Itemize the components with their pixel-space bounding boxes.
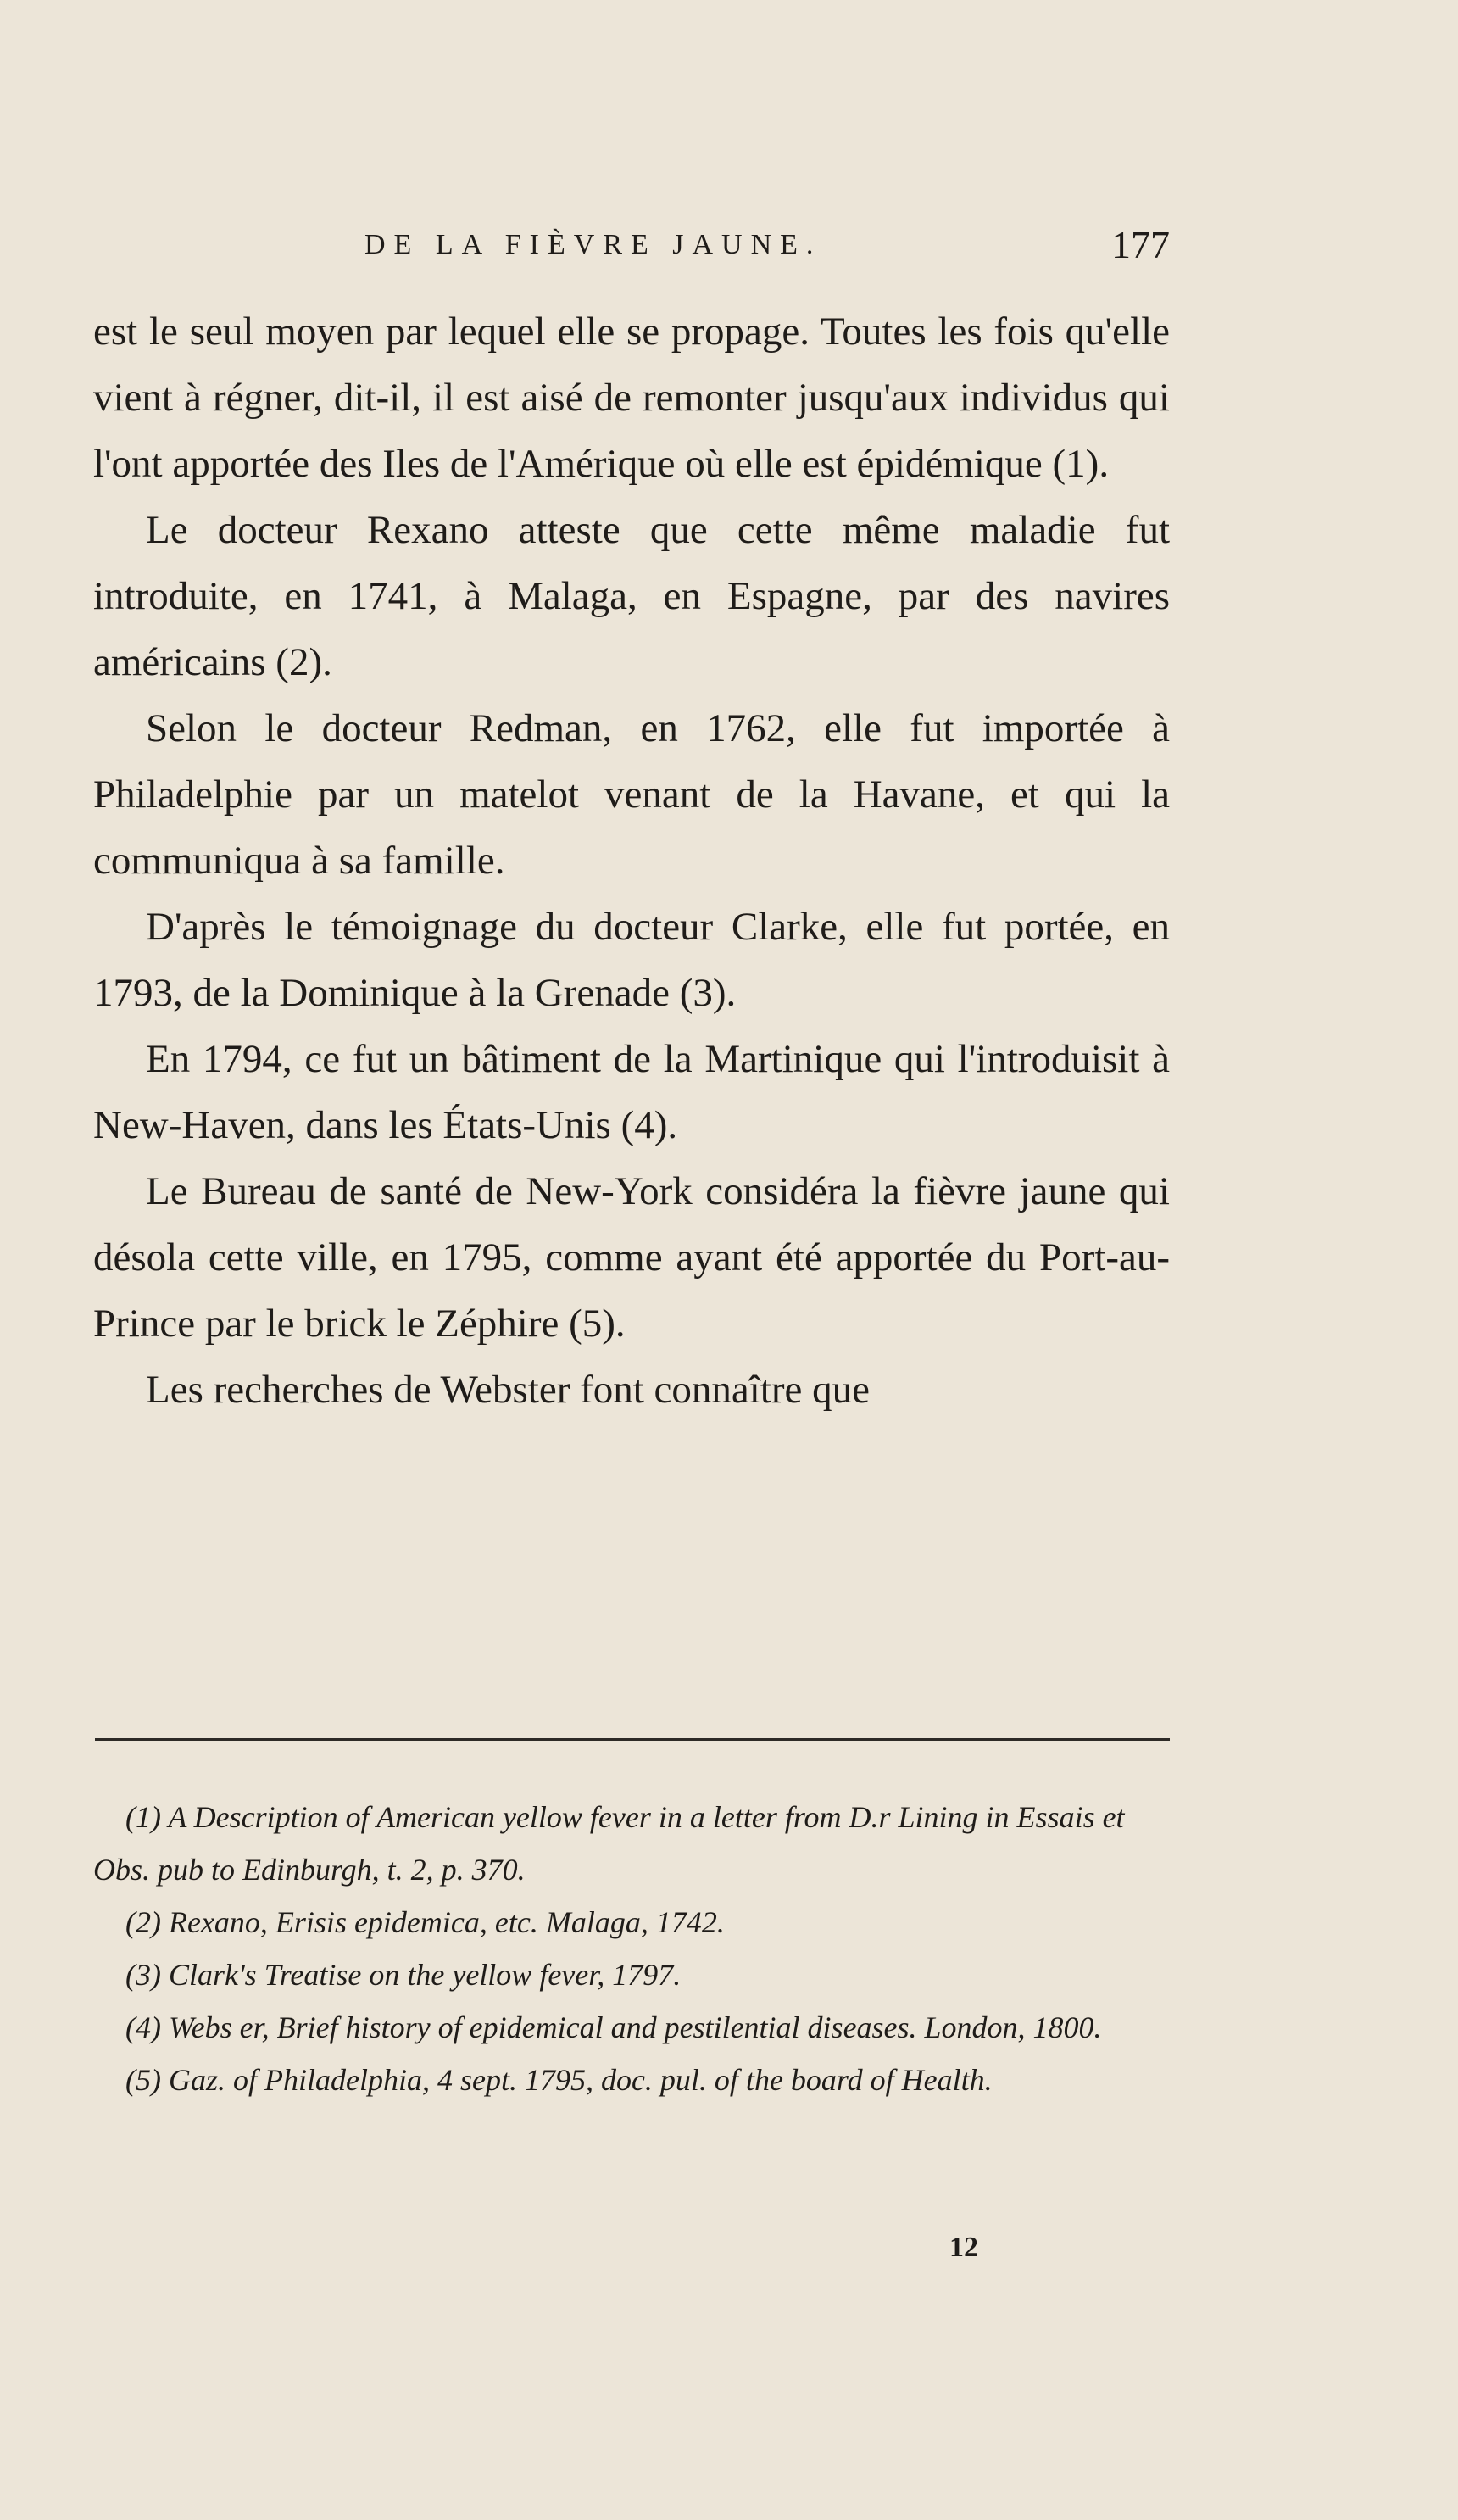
footnote-4: (4) Webs er, Brief history of epidemical and pestilential diseases. London, 1800. (125, 2010, 1102, 2044)
paragraph-3: Selon le docteur Redman, en 1762, elle fut importée à Philadelphie par un matelot venant de la Havane, et qui la communiqua à sa famille. (93, 706, 1170, 883)
paragraph-4: D'après le témoignage du docteur Clarke, elle fut portée, en 1793, de la Dominique à la Grenade (3). (93, 905, 1170, 1015)
footnote-2: (2) Rexano, Erisis epidemica, etc. Malaga, 1742. (125, 1905, 725, 1939)
paragraph-7: Les recherches de Webster font connaître que (146, 1368, 871, 1412)
paragraph-5: En 1794, ce fut un bâtiment de la Martinique qui l'introduisit à New-Haven, dans les États-Unis (4). (93, 1037, 1170, 1147)
footnote-5: (5) Gaz. of Philadelphia, 4 sept. 1795, doc. pul. of the board of Health. (125, 2063, 993, 2097)
paragraph-2: Le docteur Rexano atteste que cette même maladie fut introduite, en 1741, à Malaga, en Espagne, par des navires américains (2). (93, 508, 1170, 684)
paragraph-1: est le seul moyen par lequel elle se propage. Toutes les fois qu'elle vient à régner, dit-il, il est aisé de remonter jusqu'aux individus qui l'ont apportée des Iles de l'Amérique où elle est épidémique (1). (93, 309, 1170, 486)
footnote-rule (95, 1738, 1170, 1741)
running-head: DE LA FIÈVRE JAUNE. (364, 229, 822, 260)
page-header (93, 222, 1170, 273)
footnote-1: (1) A Description of American yellow fever in a letter from D.r Lining in Essais et Obs. pub to Edinburgh, t. 2, p. 370. (93, 1800, 1125, 1887)
footnotes (93, 1791, 1170, 2106)
main-text (93, 298, 1170, 1423)
signature-mark: 12 (949, 2232, 978, 2263)
page-number: 177 (1111, 223, 1170, 266)
paragraph-6: Le Bureau de santé de New-York considéra la fièvre jaune qui désola cette ville, en 1795, comme ayant été apportée du Port-au-Prince par le brick le Zéphire (5). (93, 1169, 1170, 1346)
footnote-3: (3) Clark's Treatise on the yellow fever, 1797. (125, 1958, 682, 1992)
